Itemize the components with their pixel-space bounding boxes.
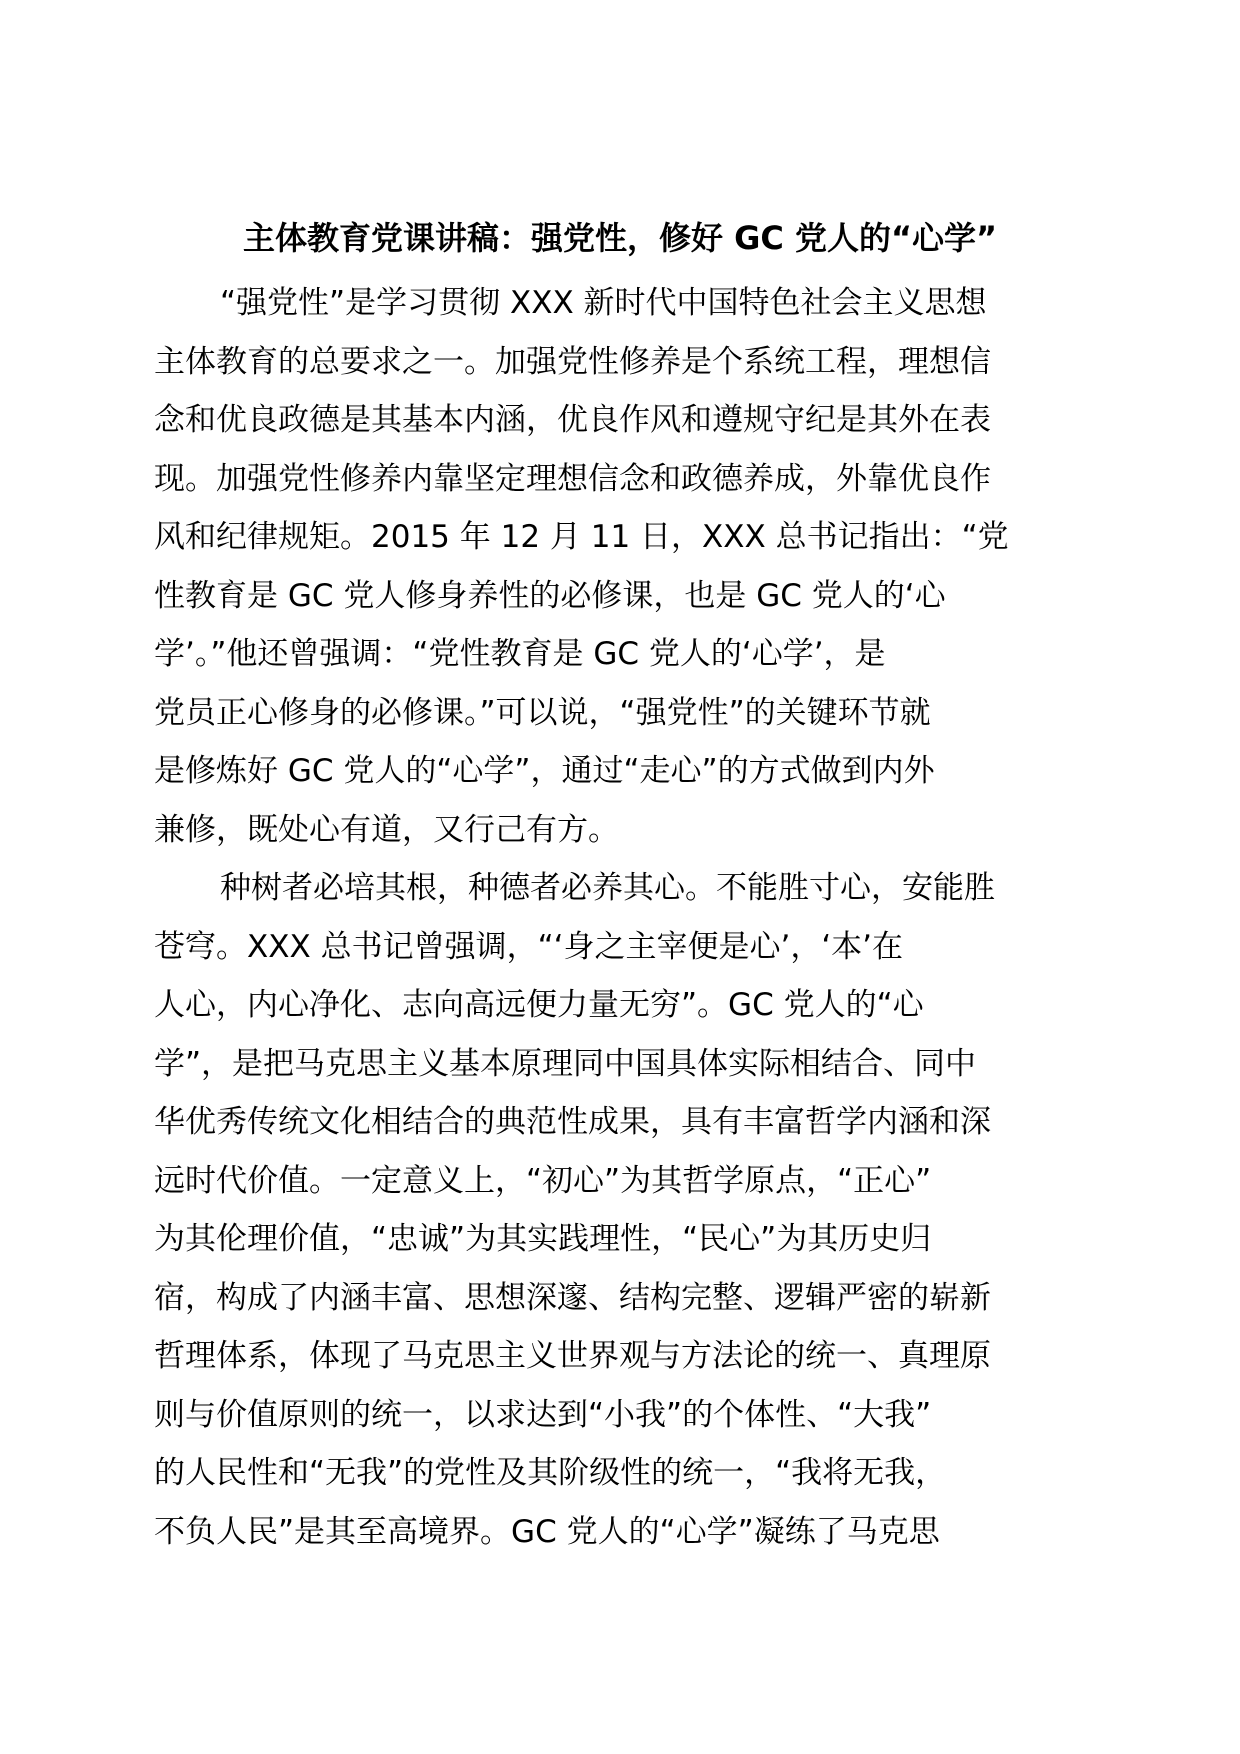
document-body	[154, 274, 1086, 1561]
text-line: 华优秀传统文化相结合的典范性成果，具有丰富哲学内涵和深	[154, 1104, 991, 1140]
text-line: 党员正心修身的必修课。”可以说，“强党性”的关键环节就	[154, 694, 931, 731]
text-line: 不负人民”是其至高境界。GC 党人的“心学”凝练了马克思	[154, 1513, 940, 1550]
text-line: 念和优良政德是其基本内涵，优良作风和遵规守纪是其外在表	[154, 402, 991, 438]
text-line: 哲理体系，体现了马克思主义世界观与方法论的统一、真理原	[154, 1338, 991, 1374]
text-line: 学’。”他还曾强调：“党性教育是 GC 党人的‘心学’，是	[154, 636, 886, 672]
text-line: 是修炼好 GC 党人的“心学”，通过“走心”的方式做到内外	[154, 753, 935, 789]
text-line: 则与价值原则的统一，以求达到“小我”的个体性、“大我”	[154, 1396, 932, 1433]
text-line: 性教育是 GC 党人修身养性的必修课，也是 GC 党人的‘心	[154, 577, 946, 614]
text-line: 主体教育的总要求之一。加强党性修养是个系统工程，理想信	[154, 343, 991, 380]
text-line: 的人民性和“无我”的党性及其阶级性的统一，“我将无我，	[154, 1455, 947, 1491]
paragraph-1	[154, 274, 1086, 859]
text-line: 远时代价值。一定意义上，“初心”为其哲学原点，“正心”	[154, 1162, 932, 1199]
text-line: 人心，内心净化、志向高远便力量无穷”。GC 党人的“心	[154, 987, 924, 1023]
text-line: 现。加强党性修养内靠坚定理想信念和政德养成，外靠优良作	[154, 460, 991, 497]
text-line: 兼修，既处心有道，又行己有方。	[154, 811, 619, 848]
text-line: 种树者必培其根，种德者必养其心。不能胜寸心，安能胜	[220, 870, 995, 906]
text-line: 宿，构成了内涵丰富、思想深邃、结构完整、逻辑严密的崭新	[154, 1279, 991, 1316]
text-line: “强党性”是学习贯彻 XXX 新时代中国特色社会主义思想	[220, 285, 987, 321]
text-line: 为其伦理价值，“忠诚”为其实践理性，“民心”为其历史归	[154, 1221, 932, 1257]
text-line: 苍穹。XXX 总书记曾强调，“‘身之主宰便是心’，‘本’在	[154, 928, 904, 965]
paragraph-2	[154, 859, 1086, 1561]
text-line: 学”，是把马克思主义基本原理同中国具体实际相结合、同中	[154, 1045, 977, 1082]
text-line: 风和纪律规矩。2015 年 12 月 11 日，XXX 总书记指出：“党	[154, 519, 1009, 555]
document-title: 主体教育党课讲稿：强党性，修好 GC 党人的“心学”	[242, 219, 998, 257]
